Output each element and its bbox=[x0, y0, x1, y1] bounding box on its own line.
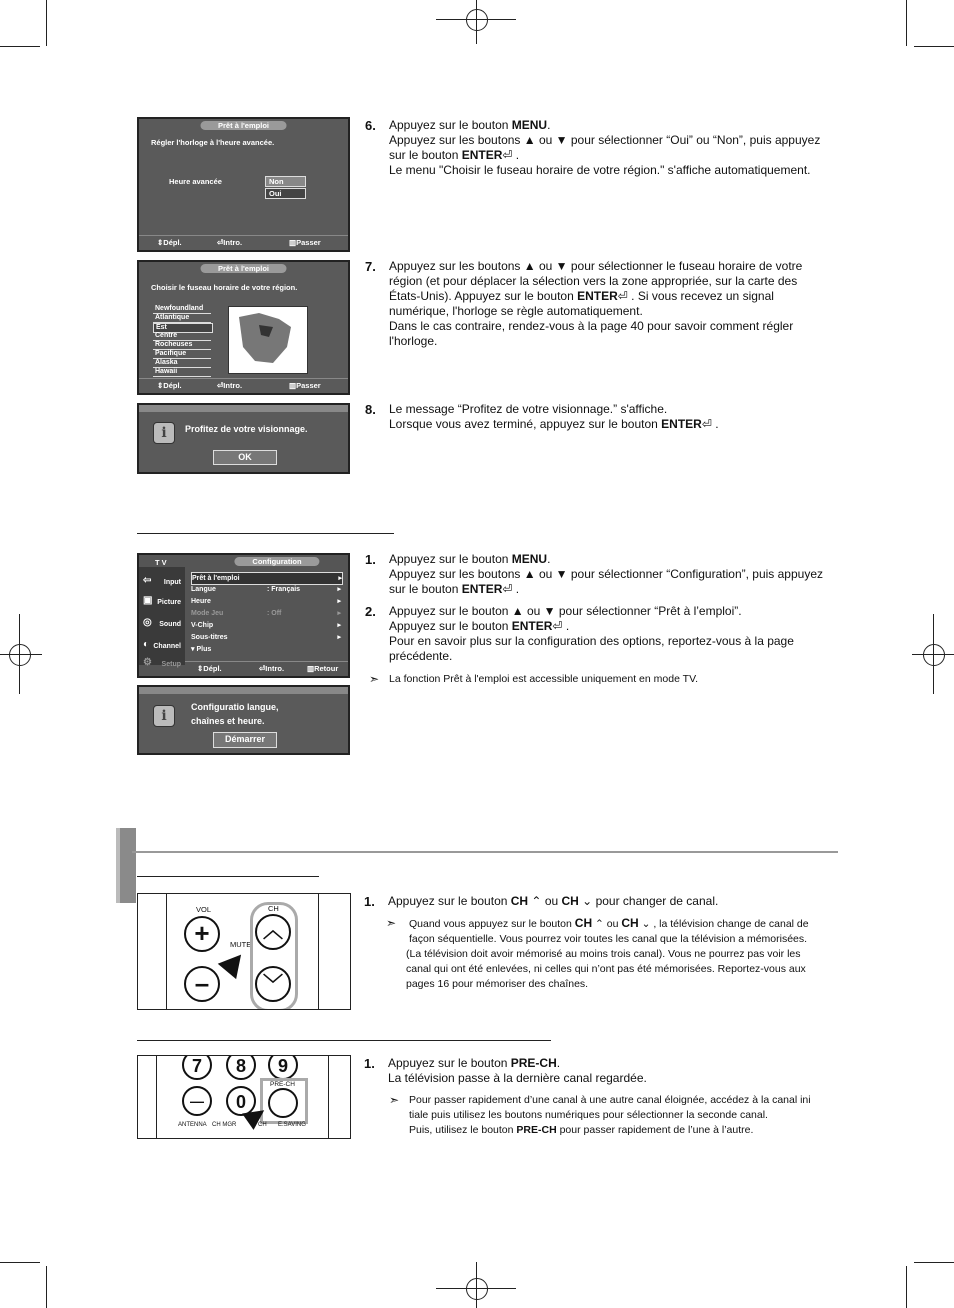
enter-icon: ⏎ bbox=[502, 148, 513, 162]
move-hint: ⇕ Dépl. bbox=[157, 381, 182, 390]
vol-up-button[interactable]: + bbox=[184, 916, 220, 952]
option-oui[interactable]: Oui bbox=[265, 188, 306, 199]
start-message-line1: Configuratio langue, bbox=[191, 702, 279, 712]
enter-hint: ⏎ Intro. bbox=[259, 664, 285, 673]
prech-step-1: 1. Appuyez sur le bouton PRE-CH. La télévision passe à la dernière canal regardée. bbox=[364, 1056, 647, 1085]
osd-footer bbox=[139, 235, 348, 250]
note-arrow-icon: ➣ bbox=[389, 1093, 400, 1107]
region-item-selected[interactable]: Est bbox=[153, 323, 213, 333]
chevron-right-icon: ▸ bbox=[337, 634, 341, 641]
cfg-row-language[interactable]: Langue : Français ▸ bbox=[191, 586, 341, 593]
step-number: 1. bbox=[365, 552, 376, 567]
enjoy-message: Profitez de votre visionnage. bbox=[185, 424, 308, 434]
mute-label: MUTE bbox=[230, 940, 252, 949]
vol-down-button[interactable]: – bbox=[184, 966, 220, 1002]
region-item[interactable]: Centre bbox=[153, 332, 211, 341]
region-item[interactable]: Newfoundland bbox=[153, 305, 211, 314]
ch-label: CH bbox=[268, 904, 279, 913]
config-note: ➣ La fonction Prêt à l'emploi est accessible uniquement en mode TV. bbox=[369, 672, 699, 686]
osd-enjoy bbox=[137, 403, 350, 474]
option-non[interactable]: Non bbox=[265, 176, 306, 187]
region-item[interactable]: Atlantique bbox=[153, 314, 211, 323]
ch-down-button[interactable]: ﹀ bbox=[255, 966, 291, 1002]
start-button[interactable]: Démarrer bbox=[213, 732, 277, 748]
timezone-map bbox=[228, 306, 308, 374]
key-9-button[interactable]: 9 bbox=[268, 1055, 298, 1080]
sidebar-item-channel[interactable]: ◐ Channel bbox=[143, 639, 181, 650]
skip-hint: ▥ Passer bbox=[289, 381, 321, 390]
ch-up-icon: ⌃ bbox=[592, 918, 604, 930]
section-rule bbox=[137, 1040, 551, 1041]
remote-ch-illustration bbox=[137, 893, 351, 1010]
step-number: 1. bbox=[364, 1056, 375, 1071]
osd-configuration-menu bbox=[137, 553, 350, 678]
key-0-button[interactable]: 0 bbox=[226, 1086, 256, 1116]
chevron-down-icon: ▾ bbox=[191, 646, 195, 653]
key-8-button[interactable]: 8 bbox=[226, 1055, 256, 1080]
section-header-rule bbox=[132, 851, 838, 853]
esaving-label: E.SAVING bbox=[278, 1122, 306, 1128]
ch-label: CH bbox=[258, 1122, 267, 1128]
sidebar-item-input[interactable]: ⇦ Input bbox=[143, 575, 181, 586]
region-item[interactable]: Pacifique bbox=[153, 350, 211, 359]
chevron-right-icon: ▸ bbox=[337, 622, 341, 629]
enter-icon: ⏎ bbox=[617, 289, 628, 303]
section-header-bar bbox=[116, 828, 136, 903]
step-number: 2. bbox=[365, 604, 376, 619]
ch-mgr-label: CH MGR bbox=[212, 1122, 237, 1128]
step-7: 7. Appuyez sur les boutons ▲ ou ▼ pour sélectionner le fuseau horaire de votre région (et pour déplacer la sélection vers la zone appropriée, sur la carte des États-Unis). Appuyez sur le bouton ENTER⏎ . Si vous recevez un signal numérique, l'horloge se règle automatiquement. Dans le cas contraire, rendez-vous à la page 40 pour savoir comment régler l'horloge. bbox=[365, 259, 803, 348]
note-arrow-icon: ➣ bbox=[386, 916, 397, 930]
config-step-1: 1. Appuyez sur le bouton MENU. Appuyez sur les boutons ▲ ou ▼ pour sélectionner “Configuration”, puis appuyez sur le bouton ENTER⏎ . bbox=[365, 552, 823, 596]
step-6: 6. Appuyez sur le bouton MENU. Appuyez sur les boutons ▲ ou ▼ pour sélectionner “Oui” ou “Non”, puis appuyez sur le bouton ENTER⏎ . Le menu "Choisir le fuseau horaire de votre région." s'affiche automatiquement. bbox=[365, 118, 821, 177]
remote-prech-illustration bbox=[137, 1055, 351, 1139]
osd-subtitle: Régler l'horloge à l'heure avancée. bbox=[151, 138, 275, 147]
prech-note: ➣ Pour passer rapidement d’une canal à une autre canal éloignée, accédez à la canal ini tiale puis utilisez les boutons numériques pour sélectionner la seconde canal. Puis, utilisez le bouton PRE-CH pour passer rapidement de l’une à l’autre. bbox=[389, 1093, 811, 1136]
info-icon: i bbox=[153, 705, 175, 727]
step-number: 7. bbox=[365, 259, 376, 274]
sound-icon: ◎ bbox=[143, 617, 152, 628]
ch-down-icon: ⌄ bbox=[578, 894, 593, 908]
osd-start-setup bbox=[137, 685, 350, 755]
ok-button[interactable]: OK bbox=[213, 450, 277, 465]
picture-icon: ▣ bbox=[143, 595, 153, 606]
sidebar-item-picture[interactable]: ▣ Picture bbox=[143, 595, 181, 606]
chevron-right-icon: ▸ bbox=[337, 598, 341, 605]
sidebar-item-setup[interactable]: ⚙ Setup bbox=[143, 657, 181, 668]
map-icon bbox=[229, 307, 307, 373]
info-icon: i bbox=[153, 422, 175, 444]
step-number: 8. bbox=[365, 402, 376, 417]
tv-tab: T V bbox=[155, 558, 167, 567]
chevron-right-icon: ▸ bbox=[337, 586, 341, 593]
enter-hint: ⏎ Intro. bbox=[217, 381, 243, 390]
cfg-row-setup[interactable]: Prêt à l'emploi ▸ bbox=[191, 572, 343, 585]
osd-footer bbox=[139, 378, 348, 393]
osd-title: Prêt à l'emploi bbox=[200, 264, 287, 273]
region-item[interactable]: Hawaii bbox=[153, 368, 211, 377]
cfg-row-time[interactable]: Heure ▸ bbox=[191, 598, 341, 605]
sidebar-item-sound[interactable]: ◎ Sound bbox=[143, 617, 181, 628]
region-item[interactable]: Alaska bbox=[153, 359, 211, 368]
note-arrow-icon: ➣ bbox=[369, 672, 380, 686]
enter-icon: ⏎ bbox=[502, 582, 513, 596]
ch-up-icon: ⌃ bbox=[528, 894, 542, 908]
chevron-right-icon: ▸ bbox=[337, 610, 341, 617]
channel-icon: ◐ bbox=[143, 639, 150, 650]
antenna-label: ANTENNA bbox=[178, 1122, 207, 1128]
move-hint: ⇕ Dépl. bbox=[197, 664, 222, 673]
step-number: 6. bbox=[365, 118, 376, 133]
pointer-arrow-icon bbox=[218, 947, 251, 979]
enter-icon: ⏎ bbox=[552, 619, 563, 633]
osd-title: Prêt à l'emploi bbox=[200, 121, 287, 130]
region-item[interactable]: Rocheuses bbox=[153, 341, 211, 350]
input-icon: ⇦ bbox=[143, 575, 152, 586]
skip-hint: ▥ Passer bbox=[289, 238, 321, 247]
step-number: 1. bbox=[364, 894, 375, 909]
setup-icon: ⚙ bbox=[143, 657, 152, 668]
cfg-row-vchip[interactable]: V-Chip ▸ bbox=[191, 622, 341, 629]
key-7-button[interactable]: 7 bbox=[182, 1055, 212, 1080]
back-hint: ▥ Retour bbox=[307, 664, 339, 673]
osd-footer bbox=[185, 661, 348, 676]
osd-subtitle: Choisir le fuseau horaire de votre région. bbox=[151, 283, 298, 292]
daylight-label: Heure avancée bbox=[169, 177, 222, 186]
ch-up-button[interactable]: ︿ bbox=[255, 914, 291, 950]
move-hint: ⇕ Dépl. bbox=[157, 238, 182, 247]
ch-step-1: 1. Appuyez sur le bouton CH ⌃ ou CH ⌄ pour changer de canal. bbox=[364, 894, 719, 909]
enter-icon: ⏎ bbox=[701, 417, 712, 431]
cfg-row-captions[interactable]: Sous-titres ▸ bbox=[191, 634, 341, 641]
osd-daylight-saving bbox=[137, 117, 350, 252]
osd-timezone bbox=[137, 260, 350, 395]
vol-label: VOL bbox=[196, 905, 212, 914]
prech-button[interactable] bbox=[268, 1088, 298, 1118]
chevron-right-icon: ▸ bbox=[338, 575, 342, 582]
start-message-line2: chaînes et heure. bbox=[191, 716, 265, 726]
ch-note: ➣ Quand vous appuyez sur le bouton CH ⌃ ou CH ⌄ , la télévision change de canal de façon séquentielle. Vous pourrez voir toutes les canal que la télévision a mémorisées. (La télévision doit avoir mémorisé au moins trois canal). Vous ne pourrez pas voir les canal qui ont été enlevées, ni celles qui n’ont pas été mémorisées. Reportez-vous aux pages 16 pour mémoriser des chaînes. bbox=[386, 916, 809, 990]
section-rule bbox=[137, 533, 394, 534]
step-8: 8. Le message “Profitez de votre visionnage.” s'affiche. Lorsque vous avez terminé, appuyez sur le bouton ENTER⏎ . bbox=[365, 402, 719, 431]
ch-down-icon: ⌄ bbox=[638, 918, 651, 930]
section-rule bbox=[137, 876, 319, 877]
prech-label: PRE-CH bbox=[270, 1081, 295, 1088]
dash-button[interactable]: — bbox=[182, 1086, 212, 1116]
cfg-row-game-mode[interactable]: Mode Jeu : Off ▸ bbox=[191, 610, 341, 617]
enter-hint: ⏎ Intro. bbox=[217, 238, 243, 247]
cfg-row-more[interactable]: ▾ Plus bbox=[191, 646, 212, 653]
config-step-2: 2. Appuyez sur le bouton ▲ ou ▼ pour sélectionner “Prêt à l’emploi”. Appuyez sur le bouton ENTER⏎ . Pour en savoir plus sur la configuration des options, reportez-vous à la page précédente. bbox=[365, 604, 794, 663]
osd-title: Configuration bbox=[234, 557, 319, 566]
